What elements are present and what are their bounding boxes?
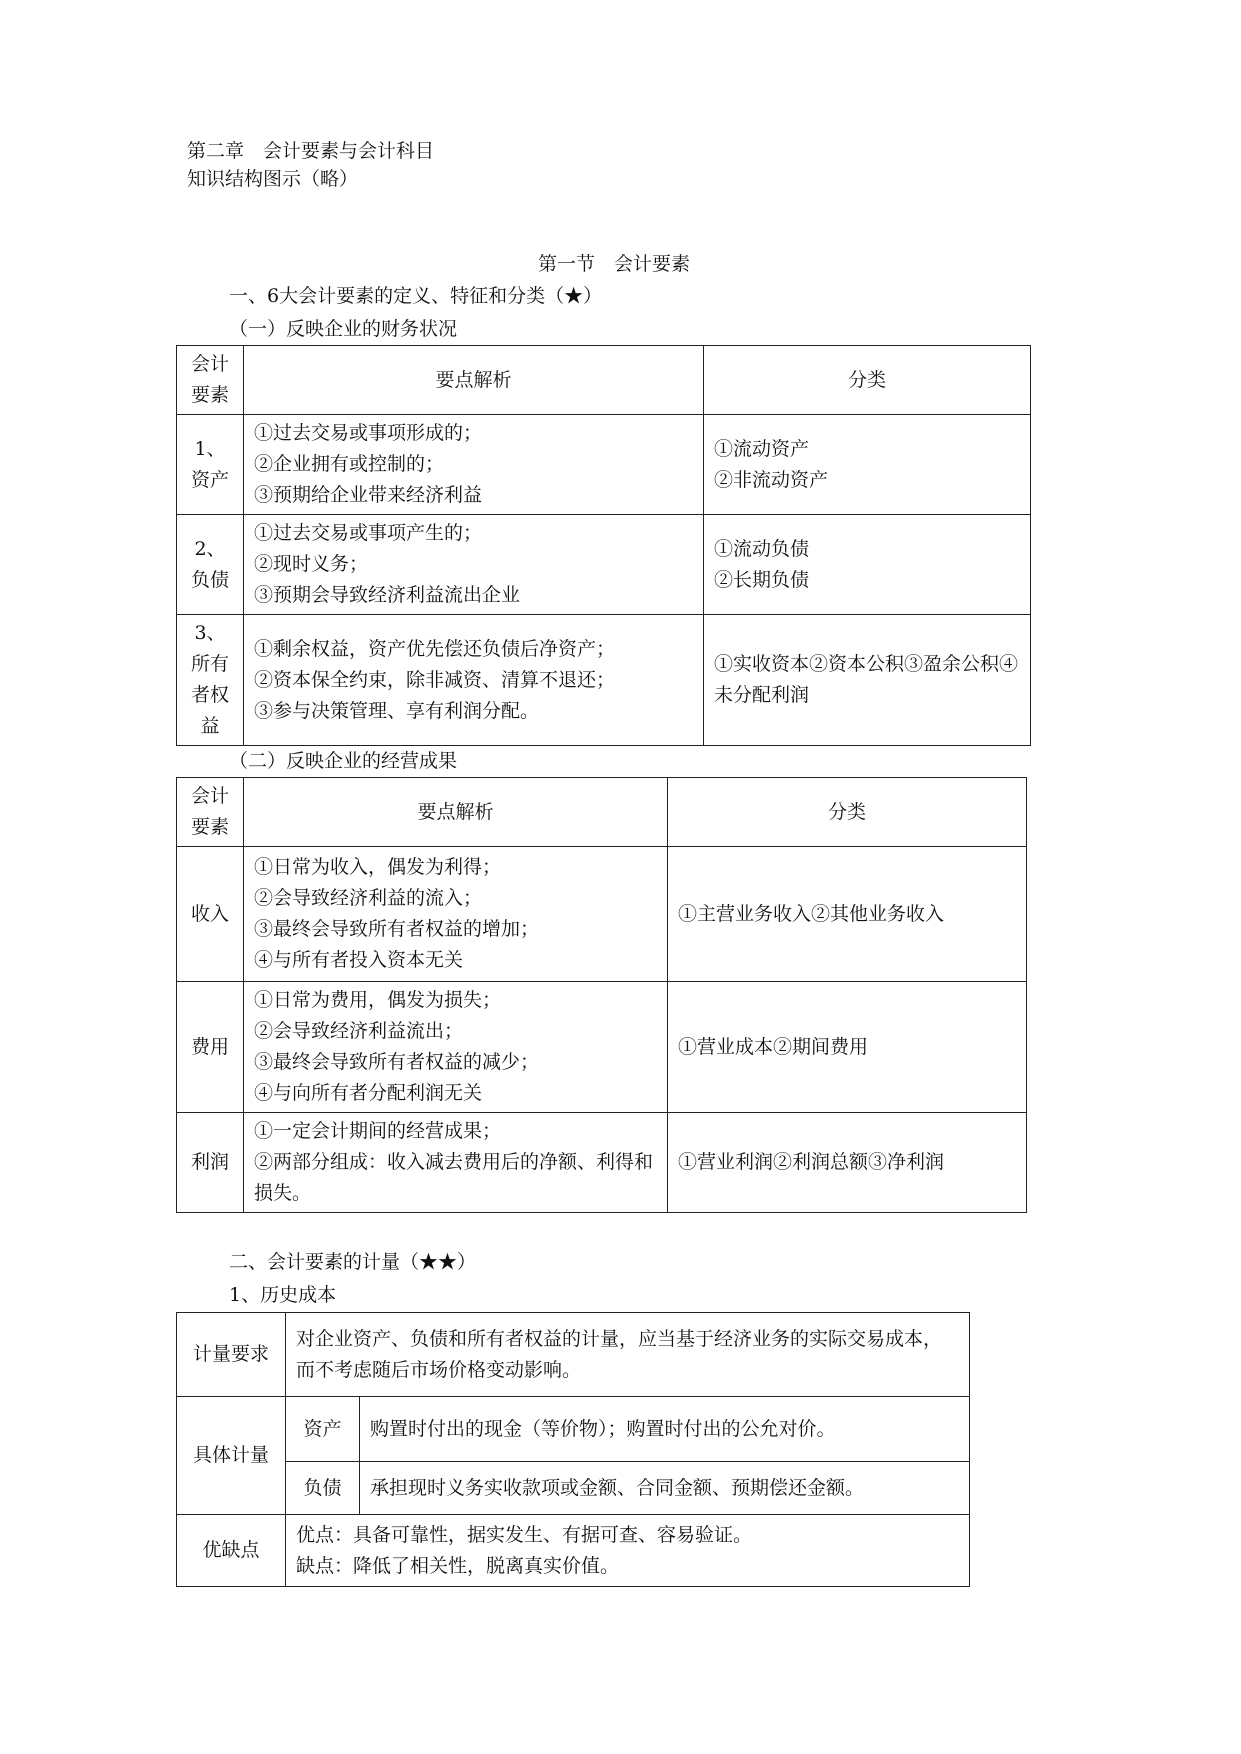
profit-category: ①营业利润②利润总额③净利润 xyxy=(668,1113,1027,1213)
category-item: ①流动负债 xyxy=(714,537,810,560)
historical-cost-table xyxy=(176,1312,970,1587)
point: ①一定会计期间的经营成果； xyxy=(254,1120,502,1142)
sub1-heading: （一）反映企业的财务状况 xyxy=(229,318,458,340)
proscons-text xyxy=(286,1515,970,1587)
equity-category xyxy=(704,615,1031,746)
part2-heading: 二、会计要素的计量（★★） xyxy=(229,1251,477,1273)
pros-text: 优点：具备可靠性，据实发生、有据可查、容易验证。 xyxy=(296,1523,753,1546)
header-points: 要点解析 xyxy=(244,778,668,847)
header-category: 分类 xyxy=(668,778,1027,847)
specific-label: 具体计量 xyxy=(177,1397,286,1515)
point: ②会导致经济利益的流入； xyxy=(254,887,483,909)
asset-label: 资产 xyxy=(286,1397,360,1462)
liability-label: 负债 xyxy=(286,1462,360,1515)
point: ②会导致经济利益流出； xyxy=(254,1020,464,1042)
proscons-label: 优缺点 xyxy=(177,1515,286,1587)
chapter-title: 第二章 会计要素与会计科目 xyxy=(187,140,435,162)
category-item: ②长期负债 xyxy=(714,568,810,591)
point: ①过去交易或事项形成的； xyxy=(254,422,483,444)
liability-points xyxy=(244,515,704,615)
element-asset: 1、资产 xyxy=(177,415,244,515)
point: ①过去交易或事项产生的； xyxy=(254,522,483,544)
point: ②现时义务； xyxy=(254,553,369,575)
header-category: 分类 xyxy=(704,346,1031,415)
category-item: ①流动资产 xyxy=(714,437,810,460)
category-item: ①实收资本②资本公积③盈余公积④未分配利润 xyxy=(714,653,1019,706)
element-equity: 3、所有者权益 xyxy=(177,615,244,746)
requirement-label: 计量要求 xyxy=(177,1313,286,1397)
liability-text: 承担现时义务实收款项或金额、合同金额、预期偿还金额。 xyxy=(360,1462,970,1515)
financial-position-table xyxy=(176,345,1031,746)
expense-points xyxy=(244,982,668,1113)
section-title: 第一节 会计要素 xyxy=(538,253,691,275)
point: ②企业拥有或控制的； xyxy=(254,453,445,475)
point: ①剩余权益，资产优先偿还负债后净资产； xyxy=(254,637,616,660)
sub2-heading: （二）反映企业的经营成果 xyxy=(229,750,458,772)
point: ①日常为费用，偶发为损失； xyxy=(254,989,502,1011)
asset-category xyxy=(704,415,1031,515)
point: ③参与决策管理、享有利润分配。 xyxy=(254,699,540,722)
requirement-text: 对企业资产、负债和所有者权益的计量，应当基于经济业务的实际交易成本，而不考虑随后市场价格变动影响。 xyxy=(286,1313,970,1397)
point: ②资本保全约束，除非减资、清算不退还； xyxy=(254,668,616,691)
point: ③最终会导致所有者权益的减少； xyxy=(254,1051,540,1073)
element-revenue: 收入 xyxy=(177,847,244,982)
point: ①日常为收入，偶发为利得； xyxy=(254,856,502,878)
expense-category: ①营业成本②期间费用 xyxy=(668,982,1027,1113)
point: ③最终会导致所有者权益的增加； xyxy=(254,918,540,940)
element-liability: 2、负债 xyxy=(177,515,244,615)
point: ③预期给企业带来经济利益 xyxy=(254,484,483,506)
point: ③预期会导致经济利益流出企业 xyxy=(254,584,521,606)
profit-points xyxy=(244,1113,668,1213)
element-profit: 利润 xyxy=(177,1113,244,1213)
liability-category xyxy=(704,515,1031,615)
point: ④与向所有者分配利润无关 xyxy=(254,1082,483,1104)
element-expense: 费用 xyxy=(177,982,244,1113)
structure-note: 知识结构图示（略） xyxy=(187,168,359,190)
asset-text: 购置时付出的现金（等价物）；购置时付出的公允对价。 xyxy=(360,1397,970,1462)
point: ④与所有者投入资本无关 xyxy=(254,949,464,971)
category-item: ②非流动资产 xyxy=(714,468,829,491)
header-element: 会计要素 xyxy=(177,778,244,847)
part1-heading: 一、6大会计要素的定义、特征和分类（★） xyxy=(229,285,603,307)
revenue-category: ①主营业务收入②其他业务收入 xyxy=(668,847,1027,982)
cons-text: 缺点：降低了相关性，脱离真实价值。 xyxy=(296,1554,620,1577)
header-points: 要点解析 xyxy=(244,346,704,415)
equity-points xyxy=(244,615,704,746)
point: ②两部分组成：收入减去费用后的净额、利得和损失。 xyxy=(254,1151,654,1204)
operating-results-table xyxy=(176,777,1027,1213)
revenue-points xyxy=(244,847,668,982)
header-element: 会计要素 xyxy=(177,346,244,415)
asset-points xyxy=(244,415,704,515)
item1-heading: 1、历史成本 xyxy=(229,1284,337,1306)
